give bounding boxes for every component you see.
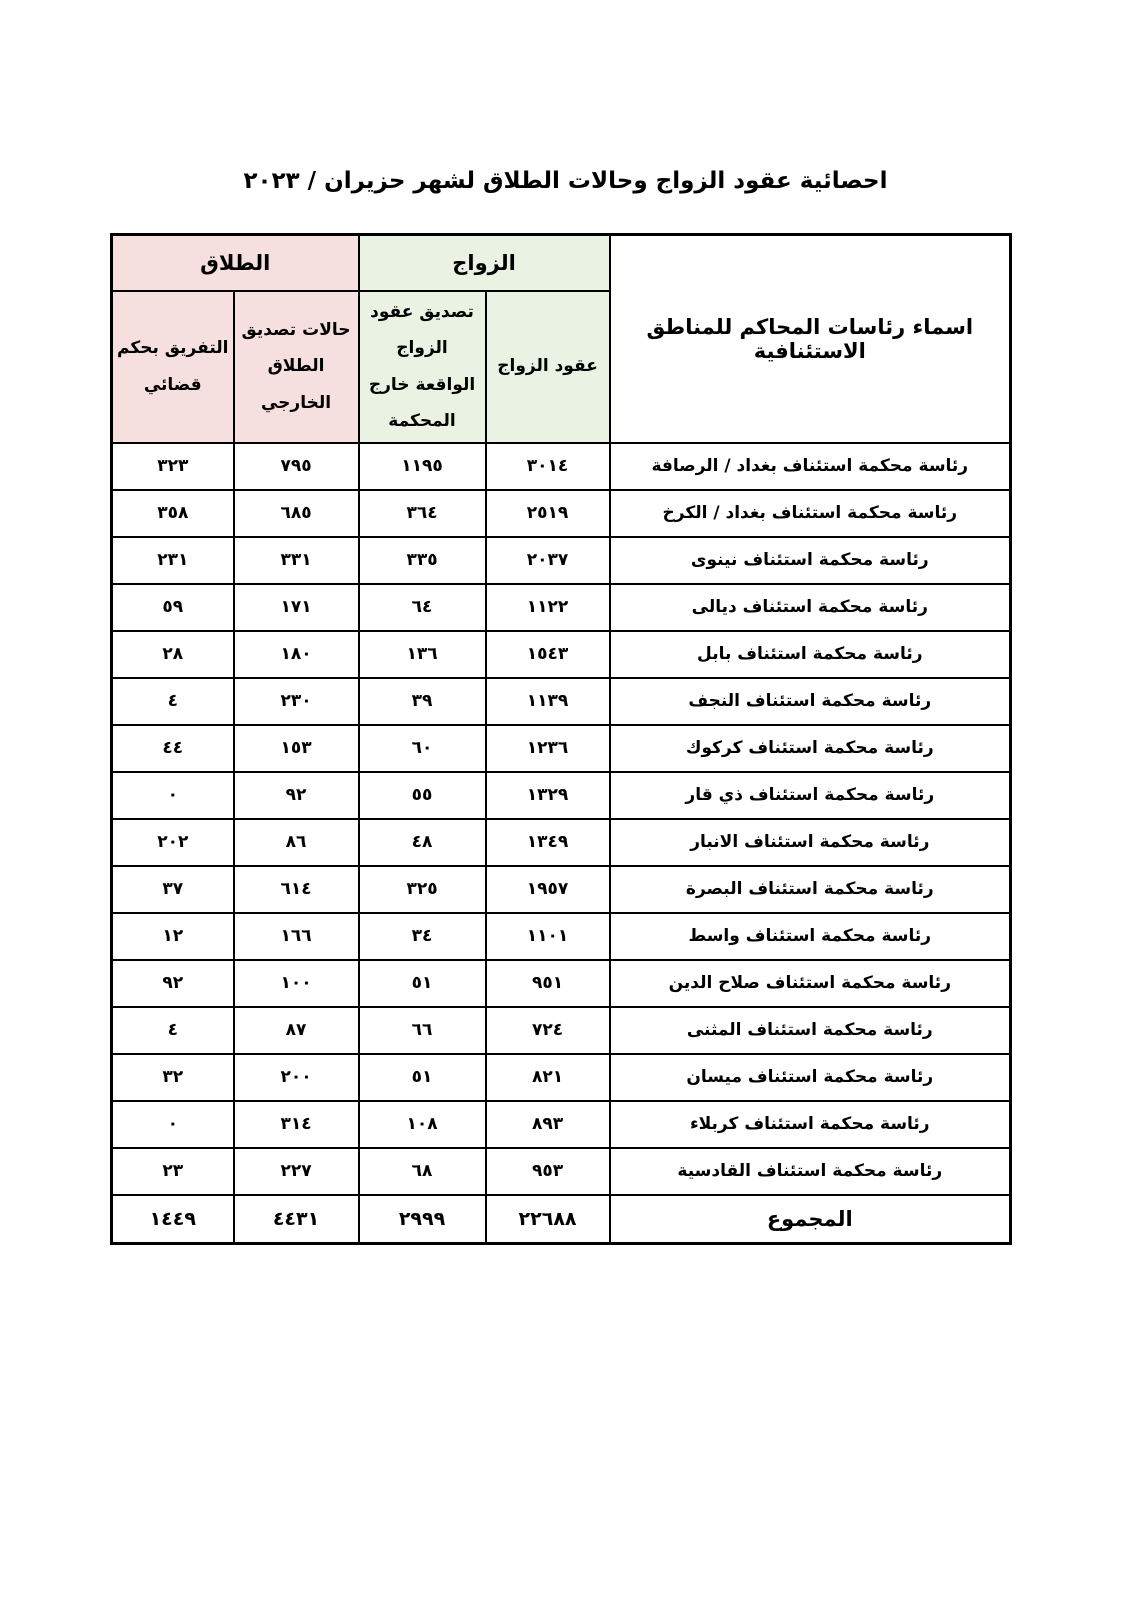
court-name: رئاسة محكمة استئناف المثنى (610, 1007, 1011, 1054)
marriage-outside-cert-value: ٦٤ (359, 584, 486, 631)
court-name: رئاسة محكمة استئناف النجف (610, 678, 1011, 725)
marriage-outside-cert-value: ٥١ (359, 1054, 486, 1101)
table-row (112, 1101, 1011, 1148)
divorce-external-cert-value: ٣٣١ (234, 537, 359, 584)
marriage-contracts-value: ٢٠٣٧ (486, 537, 610, 584)
group-header-marriage: الزواج (359, 235, 610, 291)
judicial-separation-value: ٠ (112, 772, 234, 819)
marriage-outside-cert-value: ٥١ (359, 960, 486, 1007)
marriage-outside-cert-value: ٤٨ (359, 819, 486, 866)
marriage-contracts-value: ١٩٥٧ (486, 866, 610, 913)
marriage-outside-cert-value: ٦٠ (359, 725, 486, 772)
marriage-outside-cert-value: ٣٦٤ (359, 490, 486, 537)
table-row (112, 537, 1011, 584)
judicial-separation-value: ١٢ (112, 913, 234, 960)
divorce-external-cert-value: ١٦٦ (234, 913, 359, 960)
divorce-external-cert-value: ١٥٣ (234, 725, 359, 772)
court-name: رئاسة محكمة استئناف ميسان (610, 1054, 1011, 1101)
group-header-divorce: الطلاق (112, 235, 359, 291)
marriage-contracts-value: ١٣٤٩ (486, 819, 610, 866)
marriage-contracts-value: ٨٢١ (486, 1054, 610, 1101)
marriage-contracts-value: ٨٩٣ (486, 1101, 610, 1148)
total-marriage-contracts-value: ٢٢٦٨٨ (486, 1195, 610, 1244)
court-name: رئاسة محكمة استئناف نينوى (610, 537, 1011, 584)
table-row (112, 584, 1011, 631)
total-judicial-separation-value: ١٤٤٩ (112, 1195, 234, 1244)
divorce-external-cert-value: ١٧١ (234, 584, 359, 631)
marriage-outside-cert-value: ١٣٦ (359, 631, 486, 678)
marriage-outside-cert-value: ٥٥ (359, 772, 486, 819)
court-name: رئاسة محكمة استئناف بغداد / الرصافة (610, 443, 1011, 490)
judicial-separation-value: ٤ (112, 1007, 234, 1054)
court-name: رئاسة محكمة استئناف ذي قار (610, 772, 1011, 819)
document-title: احصائية عقود الزواج وحالات الطلاق لشهر حزيران / ٢٠٢٣ (243, 168, 888, 194)
table-row (112, 631, 1011, 678)
judicial-separation-value: ٤ (112, 678, 234, 725)
court-name: رئاسة محكمة استئناف كركوك (610, 725, 1011, 772)
divorce-external-cert-value: ٧٩٥ (234, 443, 359, 490)
marriage-contracts-value: ١٣٢٩ (486, 772, 610, 819)
divorce-external-cert-value: ١٠٠ (234, 960, 359, 1007)
judicial-separation-value: ٤٤ (112, 725, 234, 772)
table-row (112, 960, 1011, 1007)
marriage-outside-cert-value: ٦٦ (359, 1007, 486, 1054)
court-name: رئاسة محكمة استئناف بغداد / الكرخ (610, 490, 1011, 537)
divorce-external-cert-value: ٨٦ (234, 819, 359, 866)
judicial-separation-value: ٣٥٨ (112, 490, 234, 537)
divorce-external-cert-value: ٨٧ (234, 1007, 359, 1054)
court-name: رئاسة محكمة استئناف واسط (610, 913, 1011, 960)
column-header-marriage-contracts: عقود الزواج (486, 291, 610, 443)
marriage-contracts-value: ١٢٣٦ (486, 725, 610, 772)
total-row (112, 1195, 1011, 1244)
judicial-separation-value: ٢٨ (112, 631, 234, 678)
divorce-external-cert-value: ٢٢٧ (234, 1148, 359, 1195)
table-row (112, 819, 1011, 866)
group-header-row (112, 235, 1011, 291)
judicial-separation-value: ٢٣١ (112, 537, 234, 584)
divorce-external-cert-value: ٢٠٠ (234, 1054, 359, 1101)
divorce-external-cert-value: ٢٣٠ (234, 678, 359, 725)
divorce-external-cert-value: ٦١٤ (234, 866, 359, 913)
column-header-marriage-outside-cert: تصديق عقود الزواج الواقعة خارج المحكمة (359, 291, 486, 443)
marriage-contracts-value: ١١٠١ (486, 913, 610, 960)
marriage-contracts-value: ٧٢٤ (486, 1007, 610, 1054)
marriage-contracts-value: ٣٠١٤ (486, 443, 610, 490)
table-row (112, 913, 1011, 960)
judicial-separation-value: ٢٠٢ (112, 819, 234, 866)
marriage-contracts-value: ١١٣٩ (486, 678, 610, 725)
table-row (112, 443, 1011, 490)
column-header-judicial-separation: التفريق بحكم قضائي (112, 291, 234, 443)
marriage-outside-cert-value: ١١٩٥ (359, 443, 486, 490)
table-row (112, 866, 1011, 913)
court-name: رئاسة محكمة استئناف بابل (610, 631, 1011, 678)
judicial-separation-value: ٣٧ (112, 866, 234, 913)
marriage-outside-cert-value: ٦٨ (359, 1148, 486, 1195)
table-row (112, 490, 1011, 537)
table-row (112, 678, 1011, 725)
marriage-outside-cert-value: ٣٤ (359, 913, 486, 960)
total-label: المجموع (610, 1195, 1011, 1244)
judicial-separation-value: ٥٩ (112, 584, 234, 631)
marriage-contracts-value: ٩٥١ (486, 960, 610, 1007)
judicial-separation-value: ٠ (112, 1101, 234, 1148)
table-row (112, 725, 1011, 772)
judicial-separation-value: ٢٣ (112, 1148, 234, 1195)
divorce-external-cert-value: ٩٢ (234, 772, 359, 819)
court-name: رئاسة محكمة استئناف كربلاء (610, 1101, 1011, 1148)
table-row (112, 772, 1011, 819)
table-row (112, 1148, 1011, 1195)
statistics-table (110, 233, 1012, 1245)
marriage-contracts-value: ١٥٤٣ (486, 631, 610, 678)
total-divorce-external-cert-value: ٤٤٣١ (234, 1195, 359, 1244)
marriage-contracts-value: ١١٢٢ (486, 584, 610, 631)
court-name: رئاسة محكمة استئناف الانبار (610, 819, 1011, 866)
marriage-outside-cert-value: ٣٢٥ (359, 866, 486, 913)
judicial-separation-value: ٩٢ (112, 960, 234, 1007)
divorce-external-cert-value: ٣١٤ (234, 1101, 359, 1148)
divorce-external-cert-value: ٦٨٥ (234, 490, 359, 537)
marriage-contracts-value: ٩٥٣ (486, 1148, 610, 1195)
marriage-outside-cert-value: ١٠٨ (359, 1101, 486, 1148)
column-header-divorce-external-cert: حالات تصديق الطلاق الخارجي (234, 291, 359, 443)
total-marriage-outside-cert-value: ٢٩٩٩ (359, 1195, 486, 1244)
court-name: رئاسة محكمة استئناف ديالى (610, 584, 1011, 631)
table-body (112, 443, 1011, 1195)
column-header-court-names: اسماء رئاسات المحاكم للمناطق الاستئنافية (610, 235, 1011, 443)
court-name: رئاسة محكمة استئناف البصرة (610, 866, 1011, 913)
judicial-separation-value: ٣٢ (112, 1054, 234, 1101)
marriage-outside-cert-value: ٣٣٥ (359, 537, 486, 584)
divorce-external-cert-value: ١٨٠ (234, 631, 359, 678)
table-row (112, 1054, 1011, 1101)
judicial-separation-value: ٣٢٣ (112, 443, 234, 490)
court-name: رئاسة محكمة استئناف صلاح الدين (610, 960, 1011, 1007)
table-row (112, 1007, 1011, 1054)
marriage-contracts-value: ٢٥١٩ (486, 490, 610, 537)
court-name: رئاسة محكمة استئناف القادسية (610, 1148, 1011, 1195)
marriage-outside-cert-value: ٣٩ (359, 678, 486, 725)
